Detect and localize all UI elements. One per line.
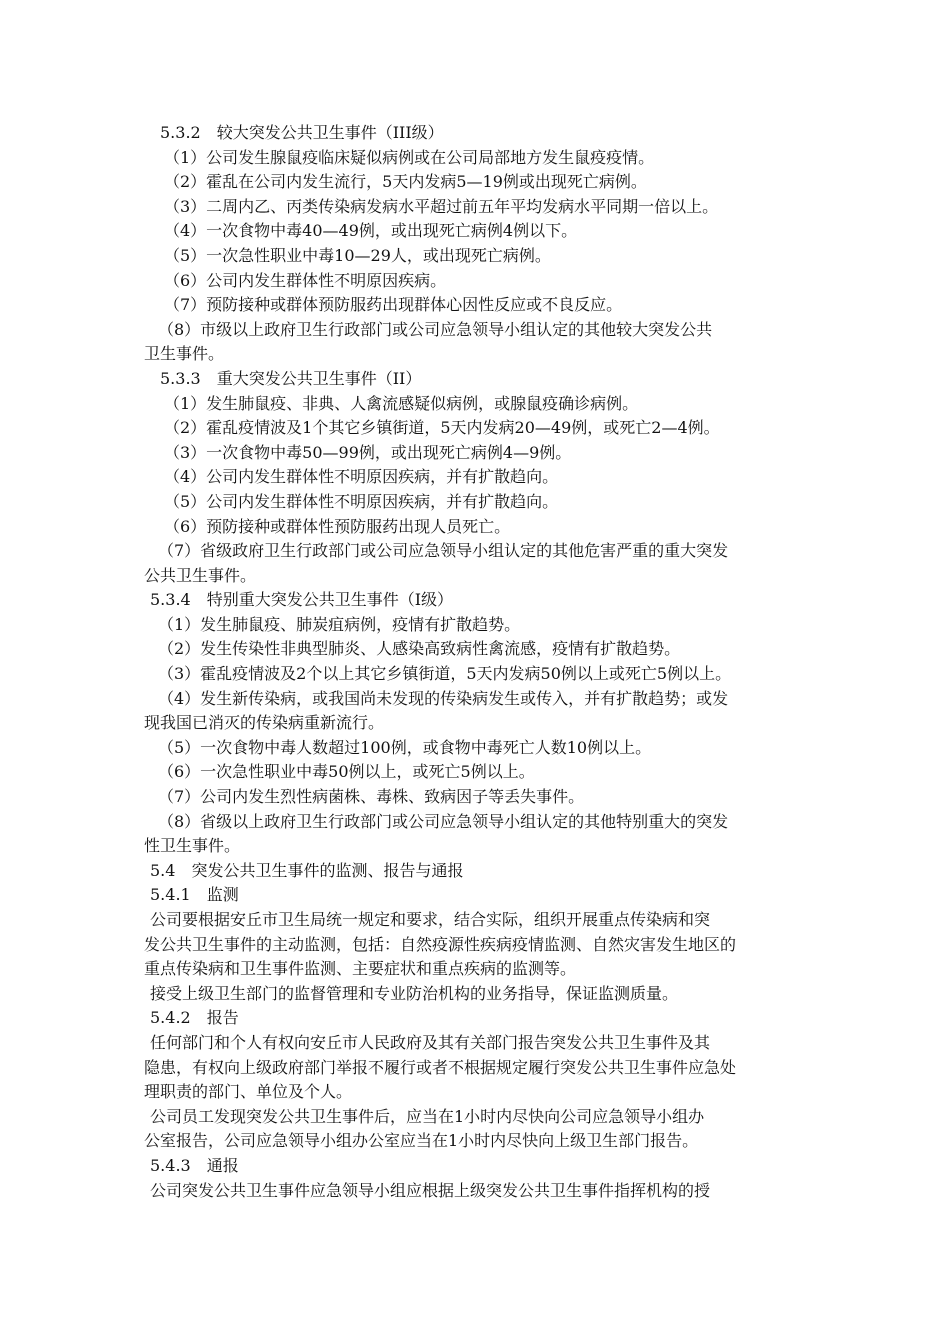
list-item: （7）省级政府卫生行政部门或公司应急领导小组认定的其他危害严重的重大突发 — [158, 541, 729, 561]
document-body — [144, 121, 844, 1203]
list-item: （2）发生传染性非典型肺炎、人感染高致病性禽流感，疫情有扩散趋势。 — [158, 639, 681, 659]
list-item: （1）发生肺鼠疫、非典、人禽流感疑似病例，或腺鼠疫确诊病例。 — [164, 393, 639, 413]
list-item-continuation: 现我国已消灭的传染病重新流行。 — [144, 713, 385, 733]
list-item: （5）一次急性职业中毒10—29人，或出现死亡病例。 — [164, 245, 551, 265]
paragraph-line: 隐患，有权向上级政府部门举报不履行或者不根据规定履行突发公共卫生事件应急处 — [144, 1057, 737, 1077]
paragraph-line: 公司员工发现突发公共卫生事件后，应当在1小时内尽快向公司应急领导小组办 — [150, 1106, 705, 1126]
list-item: （3）霍乱疫情波及2个以上其它乡镇街道，5天内发病50例以上或死亡5例以上。 — [158, 664, 732, 684]
list-item: （1）发生肺鼠疫、肺炭疽病例，疫情有扩散趋势。 — [158, 614, 521, 634]
list-item: （5）一次食物中毒人数超过100例，或食物中毒死亡人数10例以上。 — [158, 737, 652, 757]
list-item: （4）发生新传染病，或我国尚未发现的传染病发生或传入，并有扩散趋势；或发 — [158, 688, 729, 708]
paragraph-line: 接受上级卫生部门的监督管理和专业防治机构的业务指导，保证监测质量。 — [150, 983, 679, 1003]
section-heading-5-4: 5.4 突发公共卫生事件的监测、报告与通报 — [150, 860, 464, 880]
list-item: （4）一次食物中毒40—49例，或出现死亡病例4例以下。 — [164, 221, 578, 241]
paragraph-line: 公司要根据安丘市卫生局统一规定和要求，结合实际，组织开展重点传染病和突 — [150, 910, 711, 929]
list-item: （7）公司内发生烈性病菌株、毒株、致病因子等丢失事件。 — [158, 787, 585, 807]
list-item: （7）预防接种或群体预防服药出现群体心因性反应或不良反应。 — [164, 295, 623, 315]
list-item-continuation: 公共卫生事件。 — [144, 565, 257, 585]
section-heading-5-3-2: 5.3.2 较大突发公共卫生事件（III级） — [160, 123, 444, 142]
list-item: （3）二周内乙、丙类传染病发病水平超过前五年平均发病水平同期一倍以上。 — [164, 196, 719, 216]
list-item-continuation: 卫生事件。 — [144, 344, 225, 364]
section-heading-5-3-4: 5.3.4 特别重大突发公共卫生事件（I级） — [150, 590, 454, 610]
paragraph-line: 理职责的部门、单位及个人。 — [144, 1082, 353, 1102]
section-heading-5-4-2: 5.4.2 报告 — [150, 1008, 239, 1028]
list-item: （2）霍乱在公司内发生流行，5天内发病5—19例或出现死亡病例。 — [164, 172, 647, 192]
paragraph-line: 公司突发公共卫生事件应急领导小组应根据上级突发公共卫生事件指挥机构的授 — [150, 1180, 711, 1200]
list-item: （6）一次急性职业中毒50例以上，或死亡5例以上。 — [158, 762, 535, 782]
list-item: （4）公司内发生群体性不明原因疾病，并有扩散趋向。 — [164, 467, 559, 487]
list-item: （2）霍乱疫情波及1个其它乡镇街道，5天内发病20—49例，或死亡2—4例。 — [164, 418, 720, 438]
section-heading-5-4-1: 5.4.1 监测 — [150, 885, 239, 905]
paragraph-line: 任何部门和个人有权向安丘市人民政府及其有关部门报告突发公共卫生事件及其 — [150, 1032, 711, 1052]
paragraph-line: 发公共卫生事件的主动监测，包括：自然疫源性疾病疫情监测、自然灾害发生地区的 — [144, 934, 737, 954]
paragraph-line: 重点传染病和卫生事件监测、主要症状和重点疾病的监测等。 — [144, 959, 577, 979]
paragraph-line: 公室报告，公司应急领导小组办公室应当在1小时内尽快向上级卫生部门报告。 — [144, 1131, 699, 1151]
list-item: （6）公司内发生群体性不明原因疾病。 — [164, 270, 447, 290]
list-item-continuation: 性卫生事件。 — [144, 836, 241, 856]
list-item: （8）市级以上政府卫生行政部门或公司应急领导小组认定的其他较大突发公共 — [158, 319, 713, 339]
list-item: （6）预防接种或群体性预防服药出现人员死亡。 — [164, 516, 511, 536]
section-heading-5-3-3: 5.3.3 重大突发公共卫生事件（II） — [160, 368, 422, 388]
list-item: （3）一次食物中毒50—99例，或出现死亡病例4—9例。 — [164, 442, 572, 462]
list-item: （8）省级以上政府卫生行政部门或公司应急领导小组认定的其他特别重大的突发 — [158, 811, 729, 831]
list-item: （1）公司发生腺鼠疫临床疑似病例或在公司局部地方发生鼠疫疫情。 — [164, 147, 655, 167]
section-heading-5-4-3: 5.4.3 通报 — [150, 1155, 239, 1175]
list-item: （5）公司内发生群体性不明原因疾病，并有扩散趋向。 — [164, 491, 559, 511]
